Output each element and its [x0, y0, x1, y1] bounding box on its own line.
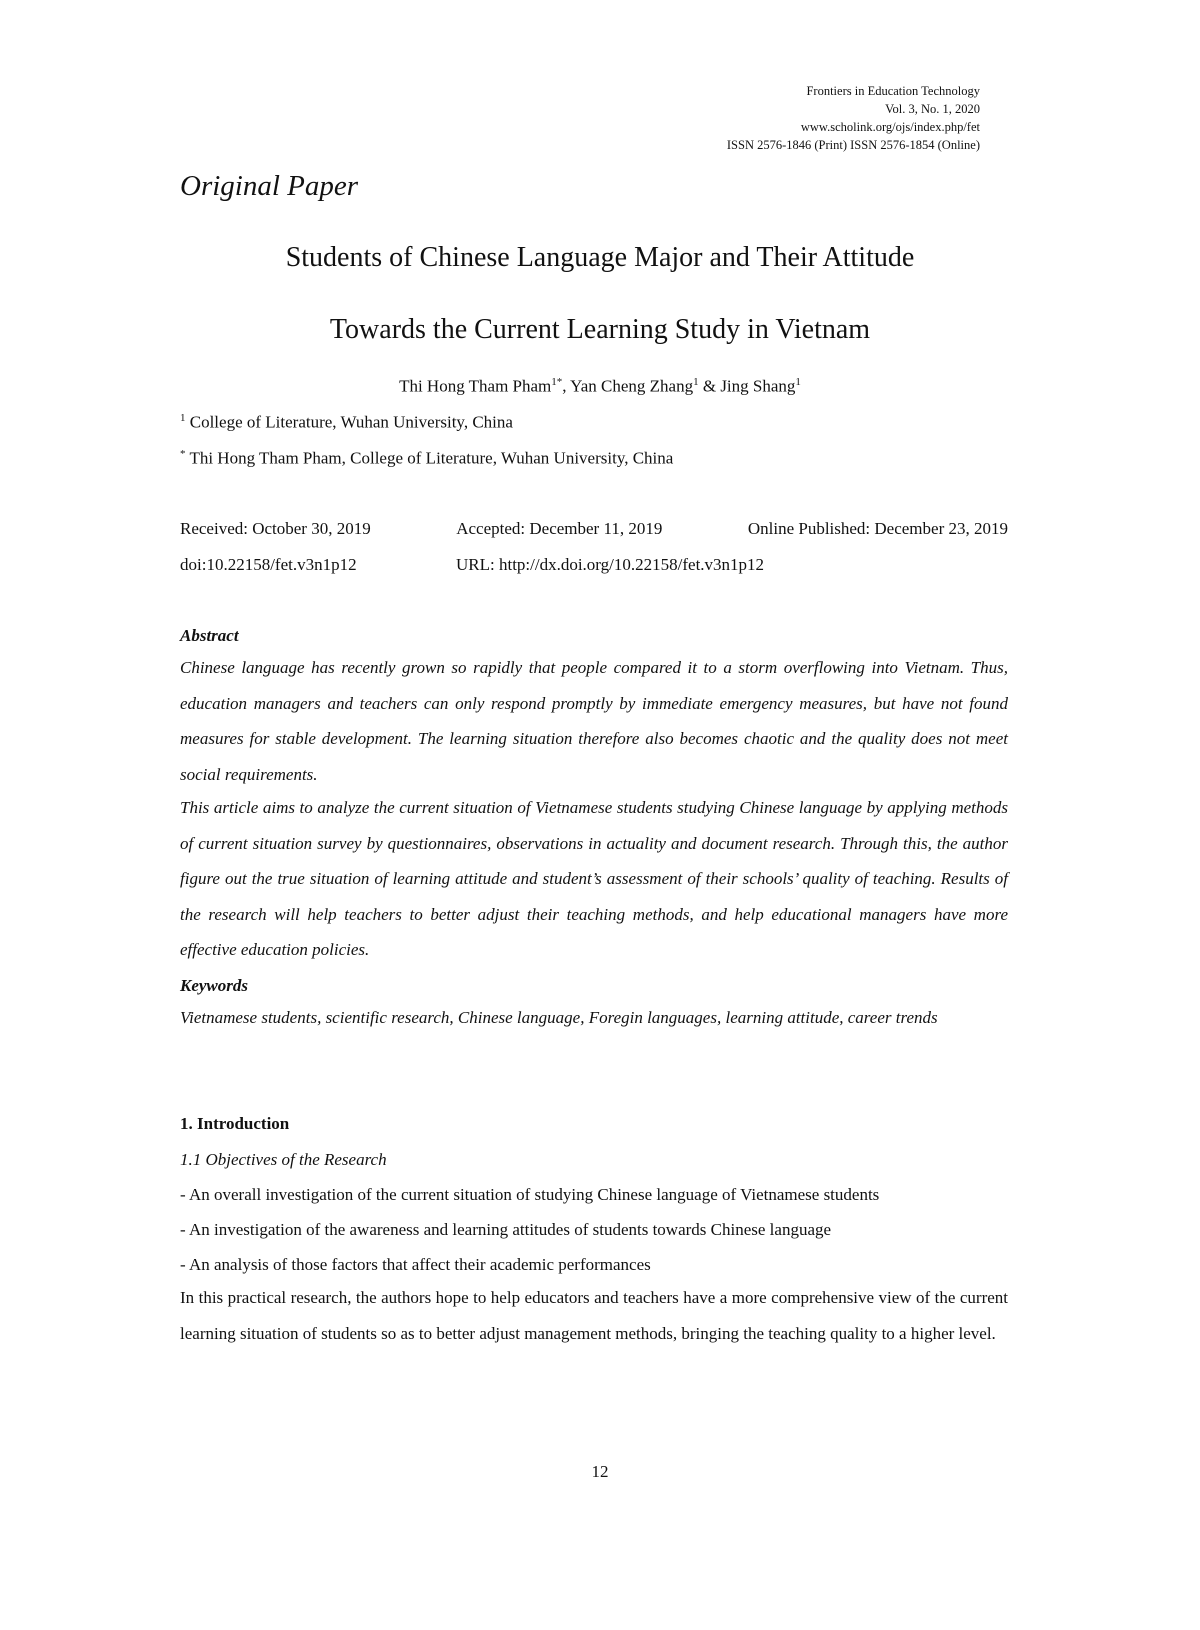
author-name: Thi Hong Tham Pham [399, 376, 552, 396]
section-heading-introduction: 1. Introduction [180, 1114, 290, 1133]
identifiers [180, 555, 765, 575]
journal-header [727, 82, 980, 154]
abstract-paragraph-1: Chinese language has recently grown so rapidly that people compared it to a storm overflowing into Vietnam. Thus, education managers and teachers can only respond promptly by immediate emergency measures, but have not found measures for stable development. The learning situation therefore also becomes chaotic and the quality does not meet social requirements. [180, 658, 1008, 784]
author-name: & Jing Shang [698, 376, 796, 396]
journal-name: Frontiers in Education Technology [806, 84, 980, 98]
affiliation [180, 412, 513, 433]
author-mark: 1 [795, 376, 801, 388]
subsection-heading-objectives: 1.1 Objectives of the Research [180, 1150, 387, 1169]
paper-title-line-2: Towards the Current Learning Study in Vietnam [329, 314, 871, 345]
author-mark: 1 [693, 376, 699, 388]
received-date: Received: October 30, 2019 [180, 519, 371, 538]
objective-item: - An overall investigation of the current situation of studying Chinese language of Vietnamese students [180, 1185, 880, 1204]
doi: doi:10.22158/fet.v3n1p12 [180, 555, 357, 574]
abstract-heading: Abstract [180, 626, 239, 645]
objective-item: - An investigation of the awareness and learning attitudes of students towards Chinese language [180, 1220, 832, 1239]
affiliation-text: College of Literature, Wuhan University, China [185, 412, 513, 432]
publication-dates [180, 519, 1008, 539]
author-list [180, 376, 1020, 397]
journal-volume: Vol. 3, No. 1, 2020 [885, 102, 980, 116]
journal-issn: ISSN 2576-1846 (Print) ISSN 2576-1854 (Online) [726, 138, 980, 152]
page-number: 12 [591, 1462, 609, 1481]
keywords-heading: Keywords [180, 976, 248, 995]
doi-url-link[interactable]: URL: http://dx.doi.org/10.22158/fet.v3n1p12 [456, 555, 765, 574]
corresponding-mark: * [180, 448, 186, 460]
journal-website: www.scholink.org/ojs/index.php/fet [800, 120, 980, 134]
paper-title-line-1: Students of Chinese Language Major and Their Attitude [285, 242, 915, 273]
accepted-date: Accepted: December 11, 2019 [456, 519, 663, 538]
author-name: , Yan Cheng Zhang [562, 376, 694, 396]
author-mark: 1* [551, 376, 563, 388]
affiliation-mark: 1 [180, 412, 186, 424]
abstract-paragraph-2: This article aims to analyze the current situation of Vietnamese students studying Chinese language by applying methods of current situation survey by questionnaires, observations in actuality and document research. Through this, the author figure out the true situation of learning attitude and student’s assessment of their schools’ quality of teaching. Results of the research will help teachers to better adjust their teaching methods, and help educational managers have more effective education policies. [180, 798, 1008, 959]
paper-type: Original Paper [180, 170, 359, 202]
objective-item: - An analysis of those factors that affect their academic performances [180, 1255, 651, 1274]
corresponding-text: Thi Hong Tham Pham, College of Literature, Wuhan University, China [185, 448, 674, 468]
corresponding-author [180, 448, 673, 469]
introduction-paragraph: In this practical research, the authors hope to help educators and teachers have a more comprehensive view of the current learning situation of students so as to better adjust management methods, bringing the teaching quality to a higher level. [180, 1288, 1008, 1343]
published-date: Online Published: December 23, 2019 [747, 519, 1008, 538]
keywords-text: Vietnamese students, scientific research, Chinese language, Foregin languages, learning attitude, career trends [180, 1008, 938, 1027]
